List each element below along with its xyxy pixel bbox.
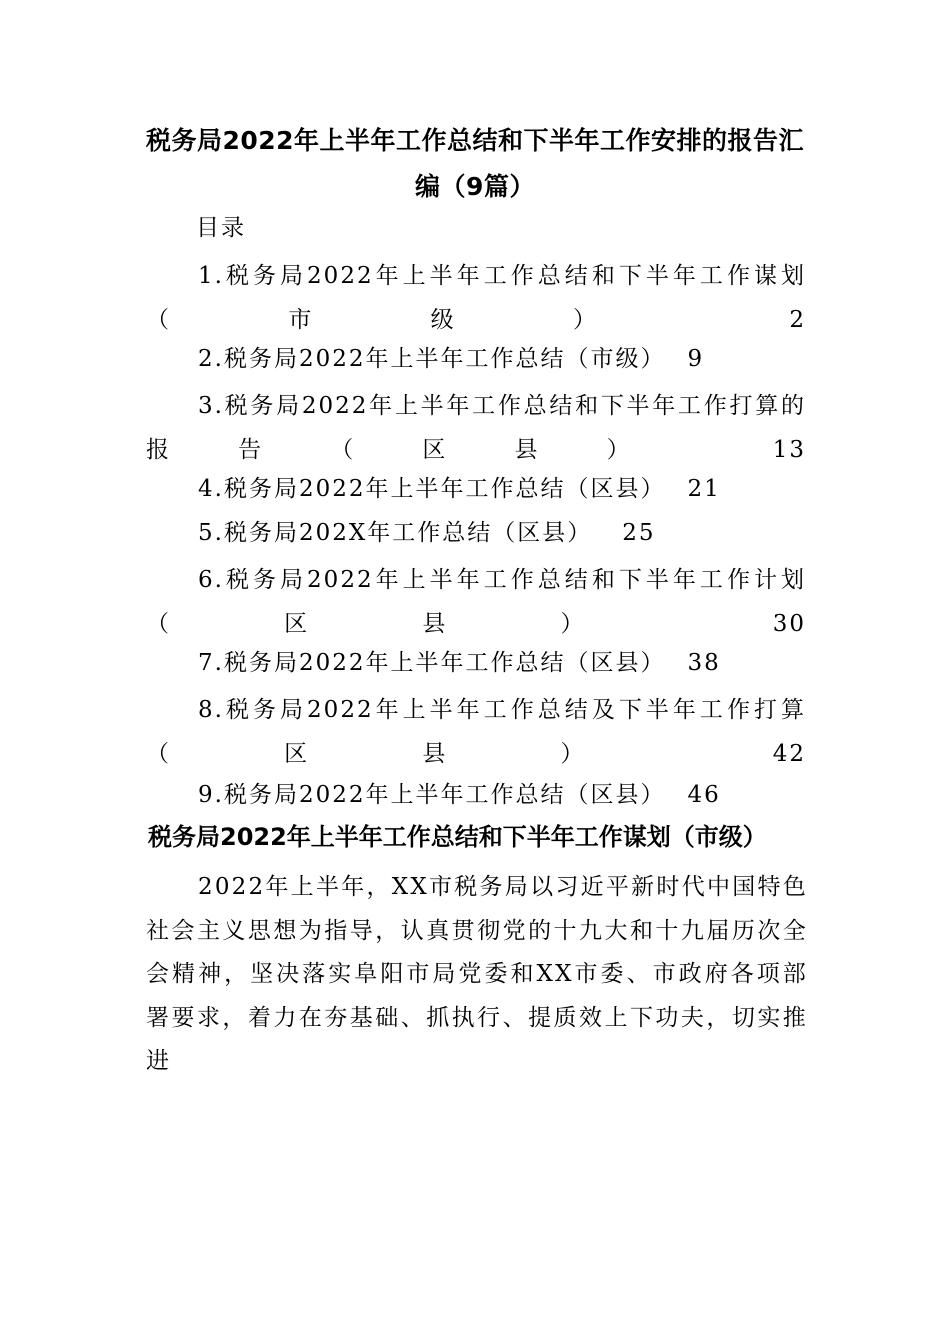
toc-item-title: 2.税务局2022年上半年工作总结（市级） <box>198 346 666 372</box>
toc-item-page: 13 <box>772 437 806 463</box>
toc-item-title: 6.税务局2022年上半年工作总结和下半年工作计划（区县） <box>146 567 806 637</box>
toc-label: 目录 <box>196 215 246 241</box>
toc-item-page: 2 <box>789 307 806 333</box>
toc-item-6[interactable] <box>146 558 806 646</box>
toc-item-title: 8.税务局2022年上半年工作总结及下半年工作打算（区县） <box>146 697 806 767</box>
toc-item-9[interactable] <box>198 780 721 810</box>
toc-item-5[interactable] <box>198 518 656 548</box>
toc-item-page: 42 <box>772 741 806 767</box>
toc-item-2[interactable] <box>198 344 704 374</box>
toc-item-title: 9.税务局2022年上半年工作总结（区县） <box>198 782 666 808</box>
toc-item-title: 7.税务局2022年上半年工作总结（区县） <box>198 650 666 676</box>
toc-item-3[interactable] <box>146 384 806 472</box>
section-heading: 税务局2022年上半年工作总结和下半年工作谋划（市级） <box>148 823 767 851</box>
toc-item-title: 3.税务局2022年上半年工作总结和下半年工作打算的报告（区县） <box>146 393 806 463</box>
toc-item-page: 21 <box>687 476 721 502</box>
toc-item-page: 46 <box>687 782 721 808</box>
toc-item-title: 1.税务局2022年上半年工作总结和下半年工作谋划（市级） <box>146 263 806 333</box>
toc-item-page: 38 <box>687 650 721 676</box>
toc-item-8[interactable] <box>146 688 806 776</box>
toc-item-4[interactable] <box>198 474 721 504</box>
toc-item-page: 30 <box>772 611 806 637</box>
toc-item-page: 25 <box>622 520 656 546</box>
toc-item-7[interactable] <box>198 648 721 678</box>
body-paragraph: 2022年上半年，XX市税务局以习近平新时代中国特色社会主义思想为指导，认真贯彻党的十九大和十九届历次全会精神，坚决落实阜阳市局党委和XX市委、市政府各项部署要求，着力在夯基础、抓执行、提质效上下功夫，切实推进 <box>146 874 808 1074</box>
toc-item-title: 4.税务局2022年上半年工作总结（区县） <box>198 476 666 502</box>
toc-item-page: 9 <box>687 346 705 372</box>
toc-item-title: 5.税务局202X年工作总结（区县） <box>198 520 593 546</box>
document-title: 税务局2022年上半年工作总结和下半年工作安排的报告汇编（9篇） <box>145 126 805 201</box>
toc-item-1[interactable] <box>146 254 806 342</box>
